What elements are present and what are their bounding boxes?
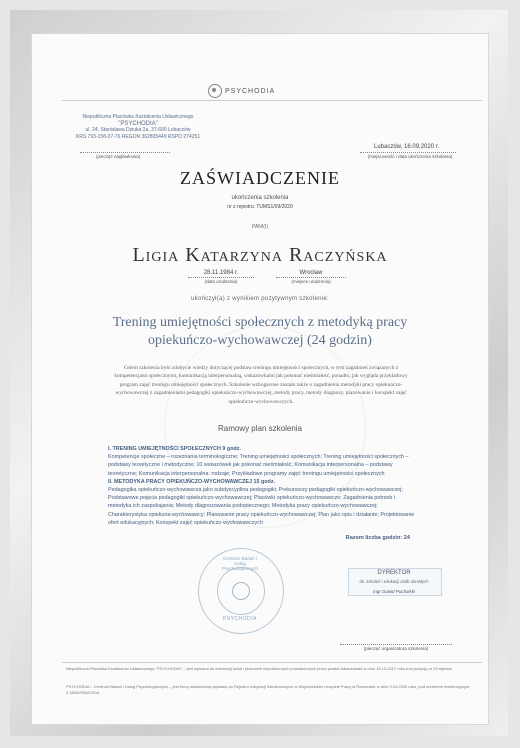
person-name: Ligia Katarzyna Raczyńska <box>132 244 388 266</box>
course-title-line-2: opiekuńczo-wychowawczej (24 godzin) <box>148 333 372 348</box>
stamp-text-top: Centrum Badań i Usług Psychologicznych <box>222 556 258 571</box>
program-heading: Ramowy plan szkolenia <box>217 424 303 433</box>
certificate-subtitle: ukończenia szkolenia <box>231 195 289 201</box>
issuer-line-4: KRS 793-158-37-76 REGON 362805449 RSPO 274251 <box>75 133 201 140</box>
program-list <box>108 445 418 527</box>
logo-text: PSYCHODIA <box>225 87 276 95</box>
issuer-line-1: Niepubliczna Placówka Kształcenia Ustawicznego <box>82 114 194 120</box>
program-module-heading: I. TRENING UMIEJĘTNOŚCI SPOŁECZNYCH 9 godz. <box>108 446 241 452</box>
issuer-line-2: "PSYCHODIA" <box>118 120 158 127</box>
birth-date-caption: (data urodzenia) <box>204 279 238 284</box>
top-divider <box>62 100 482 101</box>
place-date-line <box>360 152 456 153</box>
program-module-body: Pedagogika opiekuńczo-wychowawcza jako subdyscyplina pedagogiki; Prekursorzy pedagogiki opiekuńczo-wychowawczej; Podstawowe pojęcia pedagogiki opiekuńczo-wychowawczej; Placówki opiekuńczo-wychowawcze; Zagadnienia potrzeb i metodyka ich zaspokajania; Metody diagnozowania podopiecznego; Metodyka pracy opiekuńczo-wychowawczej; Charakterystyka opiekuna-wychowawcy; Planowanie pracy opiekuńczo-wychowawczej; Plan jako opis i działanie; Projektowanie ofert edukacyjnych; Konspekt zajęć opiekuńczo-wychowawczych <box>108 487 415 526</box>
director-name: mgr Dawid Puchalski <box>372 589 415 594</box>
total-hours: Razem liczba godzin: 24 <box>345 535 410 541</box>
salutation: PANI(I) <box>251 224 269 230</box>
issuer-line-3: ul. 24, Stanisława Dziuka 2a, 37-600 Lubaczów <box>85 127 191 133</box>
header-seal-caption: (pieczęć nagłówkowa) <box>96 154 141 159</box>
registry-number: nr z rejestru: TUMS1/09/2020 <box>227 204 293 210</box>
course-description: Celem szkolenia było zdobycie wiedzy dotyczącej podstaw treningu umiejętności społecznych, w tym zagadnień związanych z kompetencjami społecznymi, komunikacją interpersonalną, wskazówkami jak pokonać nieśmiałość, ponadto, jak wygląda przykładowy program zajęć treningu umiejętności społecznych. Szkolenie wzbogacone zostało także o zagadnienia metodyki pracy opiekuńczo-wychowawczej z zagadnieniami pedagogiki opiekuńczo-wychowawczej, metody pracy, metody diagnozy, planowanie i konspekt zajęć opiekuńczo-wychowawczych. <box>114 365 408 405</box>
program-module-body: Kompetencje społeczne – rozeznania terminologiczne; Trening umiejętności społecznych; Trening umiejętności społecznych – podstawy teoretyczne i metodyczne; 10 wskazówek jak pokonać nieśmiałość; Komunikacja interpersonalna – podstawy teoretyczne; Komunikacja interpersonalna: rodzaje; Przykładowe programy zajęć treningu umiejętności społecznych <box>108 454 409 477</box>
stamp-text-bottom: PSYCHODIA <box>223 616 257 622</box>
place-date-value: Lubaczów, 16.09.2020 r. <box>374 144 440 150</box>
bottom-divider <box>62 662 482 663</box>
birth-place-caption: (miejsce urodzenia) <box>291 279 331 284</box>
program-module-heading: II. METODYKA PRACY OPIEKUŃCZO-WYCHOWAWCZEJ 15 godz. <box>108 478 276 485</box>
stamp-emblem-icon <box>232 582 250 600</box>
footer-note-2: PSYCHODIA – Centrum Badań i Usług Psychologicznych – jest firmą szkoleniową wpisaną do Rejestru Instytucji Szkoleniowych w Wojewódzkim Urzędzie Pracy w Rzeszowie w dniu 9.04.2020 roku, pod numerem ewidencyjnym: 2.18/00/0062/2016 <box>66 684 471 695</box>
certificate-title: ZAŚWIADCZENIE <box>180 168 340 188</box>
completed-statement: ukończył(a) z wynikiem pozytywnym szkolenie: <box>191 296 329 302</box>
organizer-seal-line <box>340 644 452 645</box>
director-title: DYREKTOR <box>377 570 411 576</box>
footer-note-1: Niepubliczna Placówka Kształcenia Ustawicznego "PSYCHODIA" – jest wpisana do ewidencji szkół i placówek niepublicznych prowadzonych przez powiat lubaczowski w dniu 15.12.2017 roku pod pozycją nr 29 rejestru. <box>66 666 454 671</box>
header-seal-line <box>80 152 170 153</box>
birth-date-value: 28.11.1984 r. <box>188 270 254 278</box>
organizer-seal-caption: (pieczęć organizatora szkolenia) <box>363 646 429 651</box>
issuer-header-stamp <box>68 114 208 140</box>
place-date-caption: (miejscowość i data ukończenia szkolenia) <box>367 154 453 159</box>
logo-icon <box>208 84 222 98</box>
course-title-line-1: Trening umiejętności społecznych z metodyką pracy <box>112 315 408 330</box>
psychodia-logo <box>208 84 275 98</box>
course-title <box>0 314 520 350</box>
birth-place-value: Wrocław <box>276 270 346 278</box>
director-role: ds. szkoleń i edukacji osób dorosłych <box>359 579 429 584</box>
